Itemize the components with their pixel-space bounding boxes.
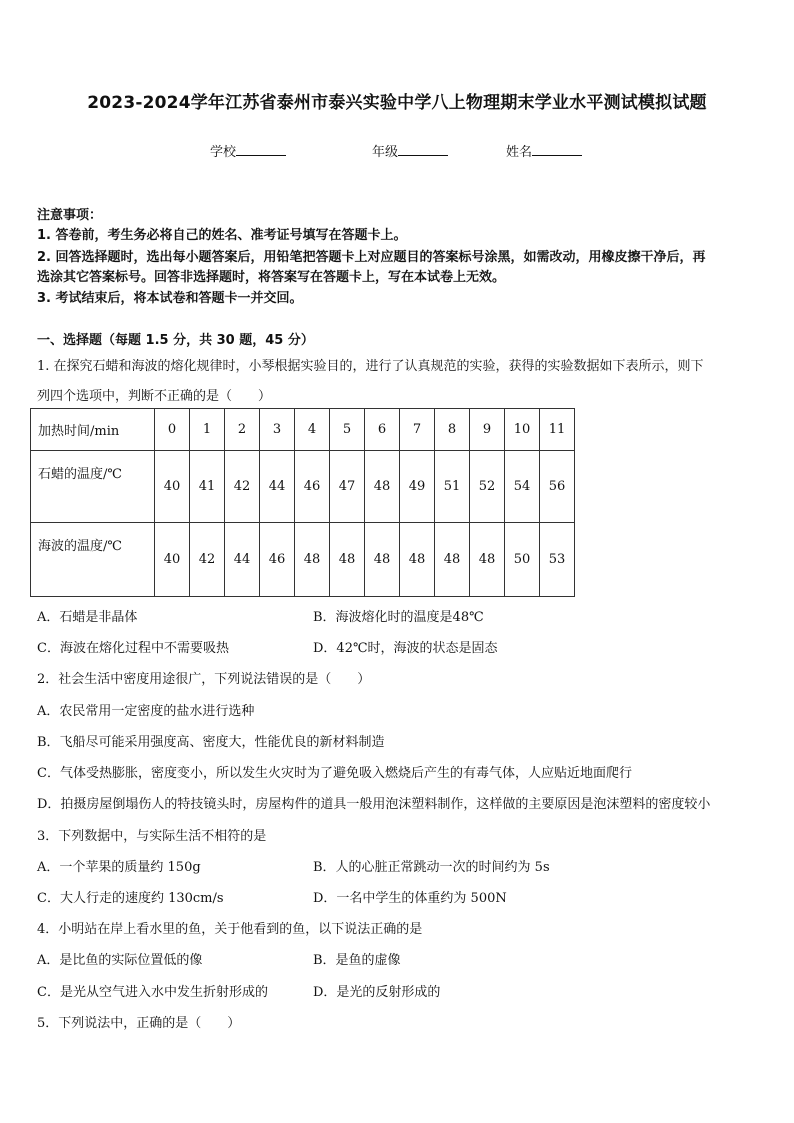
table-cell: 49 xyxy=(400,451,435,523)
row-label-paraffin: 石蜡的温度/℃ xyxy=(31,451,155,523)
table-cell: 40 xyxy=(155,523,190,597)
school-field[interactable] xyxy=(210,141,286,160)
q2-option-d: D．拍摄房屋倒塌伤人的特技镜头时，房屋构件的道具一般用泡沫塑料制作，这样做的主要原因是泡沫塑料的密度较小 xyxy=(37,797,711,812)
name-field[interactable] xyxy=(506,141,582,160)
notice-item-3: 3. 考试结束后，将本试卷和答题卡一并交回。 xyxy=(37,291,303,306)
table-cell: 7 xyxy=(400,409,435,451)
q1-option-b: B．海波熔化时的温度是48℃ xyxy=(313,610,484,625)
table-cell: 3 xyxy=(260,409,295,451)
q4-option-a: A．是比鱼的实际位置低的像 xyxy=(37,953,203,968)
table-cell: 40 xyxy=(155,451,190,523)
table-cell: 48 xyxy=(295,523,330,597)
q4-option-d: D．是光的反射形成的 xyxy=(313,985,441,1000)
table-cell: 46 xyxy=(295,451,330,523)
notice-item-1: 1. 答卷前，考生务必将自己的姓名、准考证号填写在答题卡上。 xyxy=(37,228,407,243)
table-cell: 56 xyxy=(540,451,575,523)
table-cell: 48 xyxy=(365,451,400,523)
table-cell: 48 xyxy=(435,523,470,597)
q4-option-c: C．是光从空气进入水中发生折射形成的 xyxy=(37,985,268,1000)
table-row xyxy=(31,451,575,523)
q1-stem-line1: 1. 在探究石蜡和海波的熔化规律时，小琴根据实验目的，进行了认真规范的实验，获得的实验数据如下表所示，则下 xyxy=(37,359,704,374)
table-cell: 5 xyxy=(330,409,365,451)
name-blank[interactable] xyxy=(532,142,582,156)
table-cell: 44 xyxy=(260,451,295,523)
table-cell: 6 xyxy=(365,409,400,451)
q3-option-b: B．人的心脏正常跳动一次的时间约为 5s xyxy=(313,860,550,875)
table-cell: 50 xyxy=(505,523,540,597)
notice-item-2b: 选涂其它答案标号。回答非选择题时，将答案写在答题卡上，写在本试卷上无效。 xyxy=(37,270,506,285)
table-cell: 42 xyxy=(225,451,260,523)
q1-option-c: C．海波在熔化过程中不需要吸热 xyxy=(37,641,229,656)
table-cell: 1 xyxy=(190,409,225,451)
table-cell: 9 xyxy=(470,409,505,451)
table-cell: 47 xyxy=(330,451,365,523)
notice-item-2a: 2. 回答选择题时，选出每小题答案后，用铅笔把答题卡上对应题目的答案标号涂黑，如需改动，用橡皮擦干净后，再 xyxy=(37,250,706,265)
q3-option-c: C．大人行走的速度约 130cm/s xyxy=(37,891,224,906)
page-title: 2023-2024学年江苏省泰州市泰兴实验中学八上物理期末学业水平测试模拟试题 xyxy=(87,93,707,113)
q2-option-a: A．农民常用一定密度的盐水进行选种 xyxy=(37,704,255,719)
school-blank[interactable] xyxy=(236,142,286,156)
table-cell: 4 xyxy=(295,409,330,451)
q5-stem: 5．下列说法中，正确的是（ ） xyxy=(37,1016,241,1031)
table-cell: 41 xyxy=(190,451,225,523)
table-row xyxy=(31,409,575,451)
table-cell: 48 xyxy=(470,523,505,597)
grade-field[interactable] xyxy=(372,141,448,160)
school-label: 学校 xyxy=(210,145,237,160)
q1-stem-line2: 列四个选项中，判断不正确的是（ ） xyxy=(37,389,272,404)
table-cell: 48 xyxy=(330,523,365,597)
table-cell: 2 xyxy=(225,409,260,451)
q1-option-a: A．石蜡是非晶体 xyxy=(37,610,138,625)
section-heading: 一、选择题（每题 1.5 分，共 30 题，45 分） xyxy=(37,333,314,348)
notice-heading: 注意事项： xyxy=(37,208,103,223)
table-cell: 10 xyxy=(505,409,540,451)
table-cell: 11 xyxy=(540,409,575,451)
table-cell: 42 xyxy=(190,523,225,597)
table-cell: 51 xyxy=(435,451,470,523)
table-cell: 46 xyxy=(260,523,295,597)
table-cell: 52 xyxy=(470,451,505,523)
row-label-hypo: 海波的温度/℃ xyxy=(31,523,155,597)
q4-stem: 4．小明站在岸上看水里的鱼，关于他看到的鱼，以下说法正确的是 xyxy=(37,922,423,937)
q4-option-b: B．是鱼的虚像 xyxy=(313,953,401,968)
q3-option-d: D．一名中学生的体重约为 500N xyxy=(313,891,507,906)
name-label: 姓名 xyxy=(506,145,533,160)
table-cell: 54 xyxy=(505,451,540,523)
table-cell: 48 xyxy=(400,523,435,597)
grade-blank[interactable] xyxy=(398,142,448,156)
q3-stem: 3．下列数据中，与实际生活不相符的是 xyxy=(37,829,267,844)
table-cell: 44 xyxy=(225,523,260,597)
table-row xyxy=(31,523,575,597)
table-cell: 8 xyxy=(435,409,470,451)
q2-stem: 2．社会生活中密度用途很广，下列说法错误的是（ ） xyxy=(37,672,371,687)
table-cell: 48 xyxy=(365,523,400,597)
q1-option-d: D．42℃时，海波的状态是固态 xyxy=(313,641,498,656)
q3-option-a: A．一个苹果的质量约 150g xyxy=(37,860,201,875)
row-label-time: 加热时间/min xyxy=(31,409,155,451)
q2-option-c: C．气体受热膨胀，密度变小，所以发生火灾时为了避免吸入燃烧后产生的有毒气体，人应贴近地面爬行 xyxy=(37,766,632,781)
data-table xyxy=(30,408,575,597)
table-cell: 53 xyxy=(540,523,575,597)
grade-label: 年级 xyxy=(372,145,399,160)
table-cell: 0 xyxy=(155,409,190,451)
q2-option-b: B．飞船尽可能采用强度高、密度大，性能优良的新材料制造 xyxy=(37,735,385,750)
